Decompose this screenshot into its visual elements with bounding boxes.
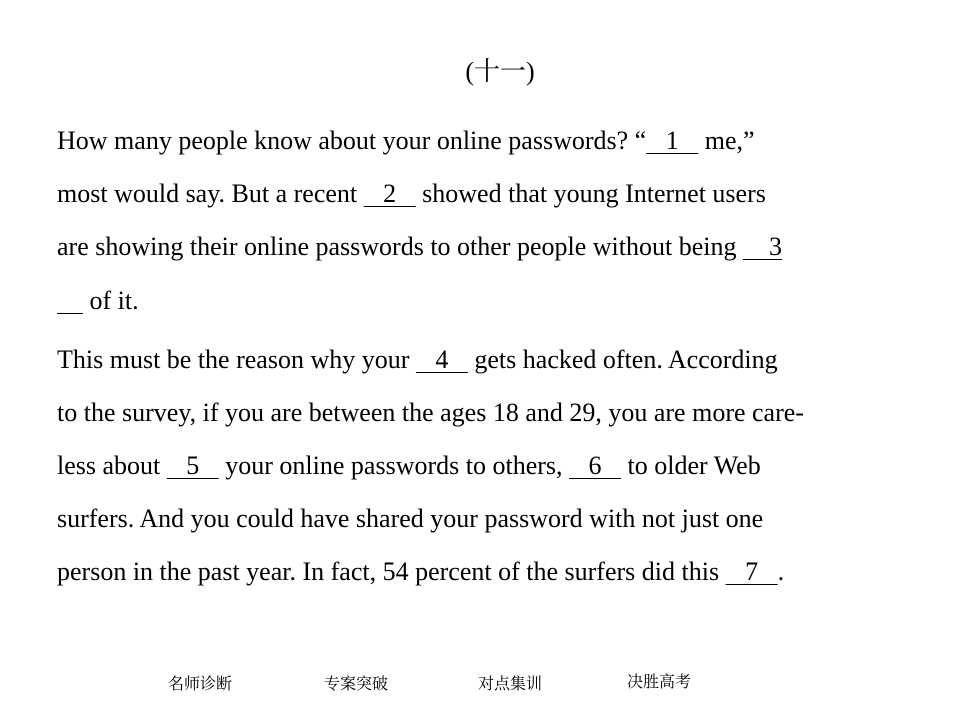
passage-text: to the survey, if you are between the ages 18 and 29, you are more care- [57,398,804,427]
passage-line [57,345,778,375]
passage-text: surfers. And you could have shared your password with not just one [57,504,764,533]
blank-6: 6 [569,451,622,480]
passage-text: This must be the reason why your [57,345,416,374]
passage-line [57,451,761,481]
passage-text: less about [57,451,167,480]
blank-3-end [57,286,83,316]
passage-text: . [777,557,785,586]
blank-7: 7 [725,557,778,586]
blank-5: 5 [166,451,219,480]
blank-4: 4 [415,345,468,374]
passage-line [57,557,784,587]
passage-line [57,504,763,534]
passage-text: of it. [83,286,139,315]
nav-link-practice[interactable]: 对点集训 [478,674,543,693]
passage-text: person in the past year. In fact, 54 percent of the surfers did this [57,557,726,586]
passage-line [57,179,766,209]
passage-text: your online passwords to others, [218,451,570,480]
passage-text: are showing their online passwords to other people without being [57,232,743,261]
nav-link-exam[interactable]: 决胜高考 [627,672,692,691]
passage-text: showed that young Internet users [415,179,766,208]
passage-line [57,232,782,262]
blank-3-start: 3 [742,232,782,261]
passage-text: How many people know about your online passwords? “ [57,126,647,155]
blank-2: 2 [363,179,416,208]
passage-line [57,398,804,428]
passage-text: gets hacked often. According [467,345,778,374]
passage-text: to older Web [621,451,761,480]
passage-text: me,” [698,126,755,155]
page-title: (十一) [465,57,535,86]
passage-line [57,286,139,316]
nav-link-diagnosis[interactable]: 名师诊断 [168,674,233,693]
blank-1: 1 [646,126,699,155]
passage-text: most would say. But a recent [57,179,364,208]
passage-line [57,126,755,156]
nav-link-breakthrough[interactable]: 专案突破 [324,674,389,693]
